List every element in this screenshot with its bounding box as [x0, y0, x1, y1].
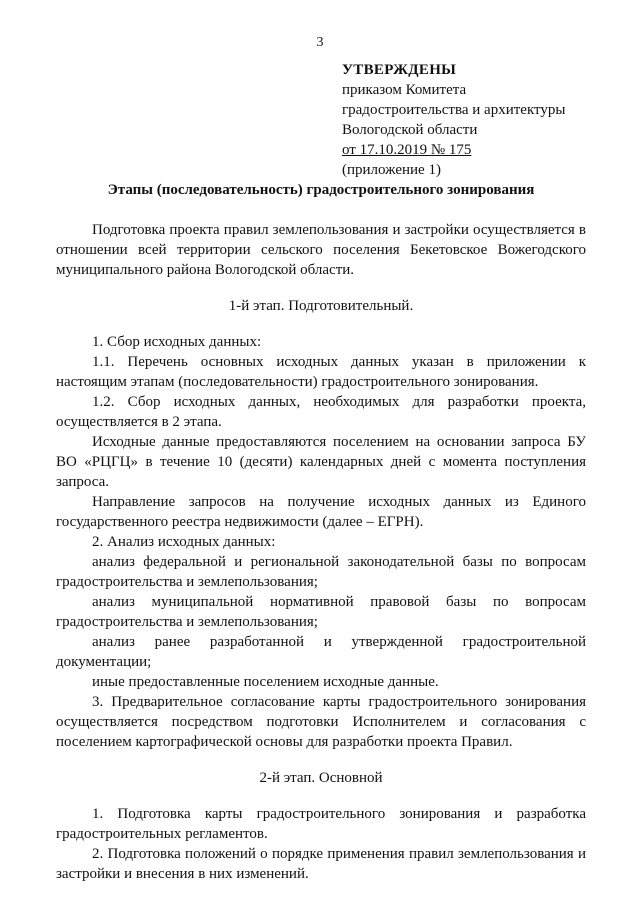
stage2-title: 2-й этап. Основной: [259, 770, 383, 786]
approval-heading: УТВЕРЖДЕНЫ: [342, 62, 457, 78]
stage1-paragraph: 3. Предварительное согласование карты градостроительного зонирования осуществляется посредством подготовки Исполнителем и согласования с поселением картографической основы для разработки проекта Правил.: [56, 694, 586, 750]
stage1-paragraph: анализ федеральной и региональной законодательной базы по вопросам градостроительства и землепользования;: [56, 554, 586, 590]
stage1-paragraph: 1. Сбор исходных данных:: [92, 334, 262, 350]
document-body: [56, 180, 586, 884]
approval-block: [342, 60, 612, 180]
approval-line: приказом Комитета: [342, 82, 467, 98]
stage1-paragraph: 2. Анализ исходных данных:: [92, 534, 276, 550]
document-title: Этапы (последовательность) градостроительного зонирования: [107, 182, 535, 198]
stage1-paragraph: иные предоставленные поселением исходные данные.: [92, 674, 439, 690]
stage1-paragraph: 1.1. Перечень основных исходных данных указан в приложении к настоящим этапам (последовательности) градостроительного зонирования.: [56, 354, 586, 390]
stage1-paragraph: Исходные данные предоставляются поселением на основании запроса БУ ВО «РЦГЦ» в течение 10 (десяти) календарных дней с момента поступления запроса.: [56, 434, 586, 490]
stage2-paragraph: 1. Подготовка карты градостроительного зонирования и разработка градостроительных регламентов.: [56, 806, 586, 842]
stage1-paragraph: 1.2. Сбор исходных данных, необходимых для разработки проекта, осуществляется в 2 этапа.: [56, 394, 586, 430]
approval-order-date: от 17.10.2019 № 175: [342, 142, 472, 158]
stage1-paragraph: анализ муниципальной нормативной правовой базы по вопросам градостроительства и землепользования;: [56, 594, 586, 630]
page-number: 3: [316, 35, 324, 50]
approval-line: градостроительства и архитектуры: [342, 102, 566, 118]
approval-appendix: (приложение 1): [342, 162, 441, 178]
stage1-paragraph: анализ ранее разработанной и утвержденной градостроительной документации;: [56, 634, 586, 670]
stage1-paragraph: Направление запросов на получение исходных данных из Единого государственного реестра недвижимости (далее – ЕГРН).: [56, 494, 586, 530]
stage1-title: 1-й этап. Подготовительный.: [228, 298, 414, 314]
approval-line: Вологодской области: [342, 122, 478, 138]
intro-paragraph: Подготовка проекта правил землепользования и застройки осуществляется в отношении всей территории сельского поселения Бекетовское Вожегодского муниципального района Вологодской области.: [56, 222, 586, 278]
stage2-paragraph: 2. Подготовка положений о порядке применения правил землепользования и застройки и внесения в них изменений.: [56, 846, 586, 882]
